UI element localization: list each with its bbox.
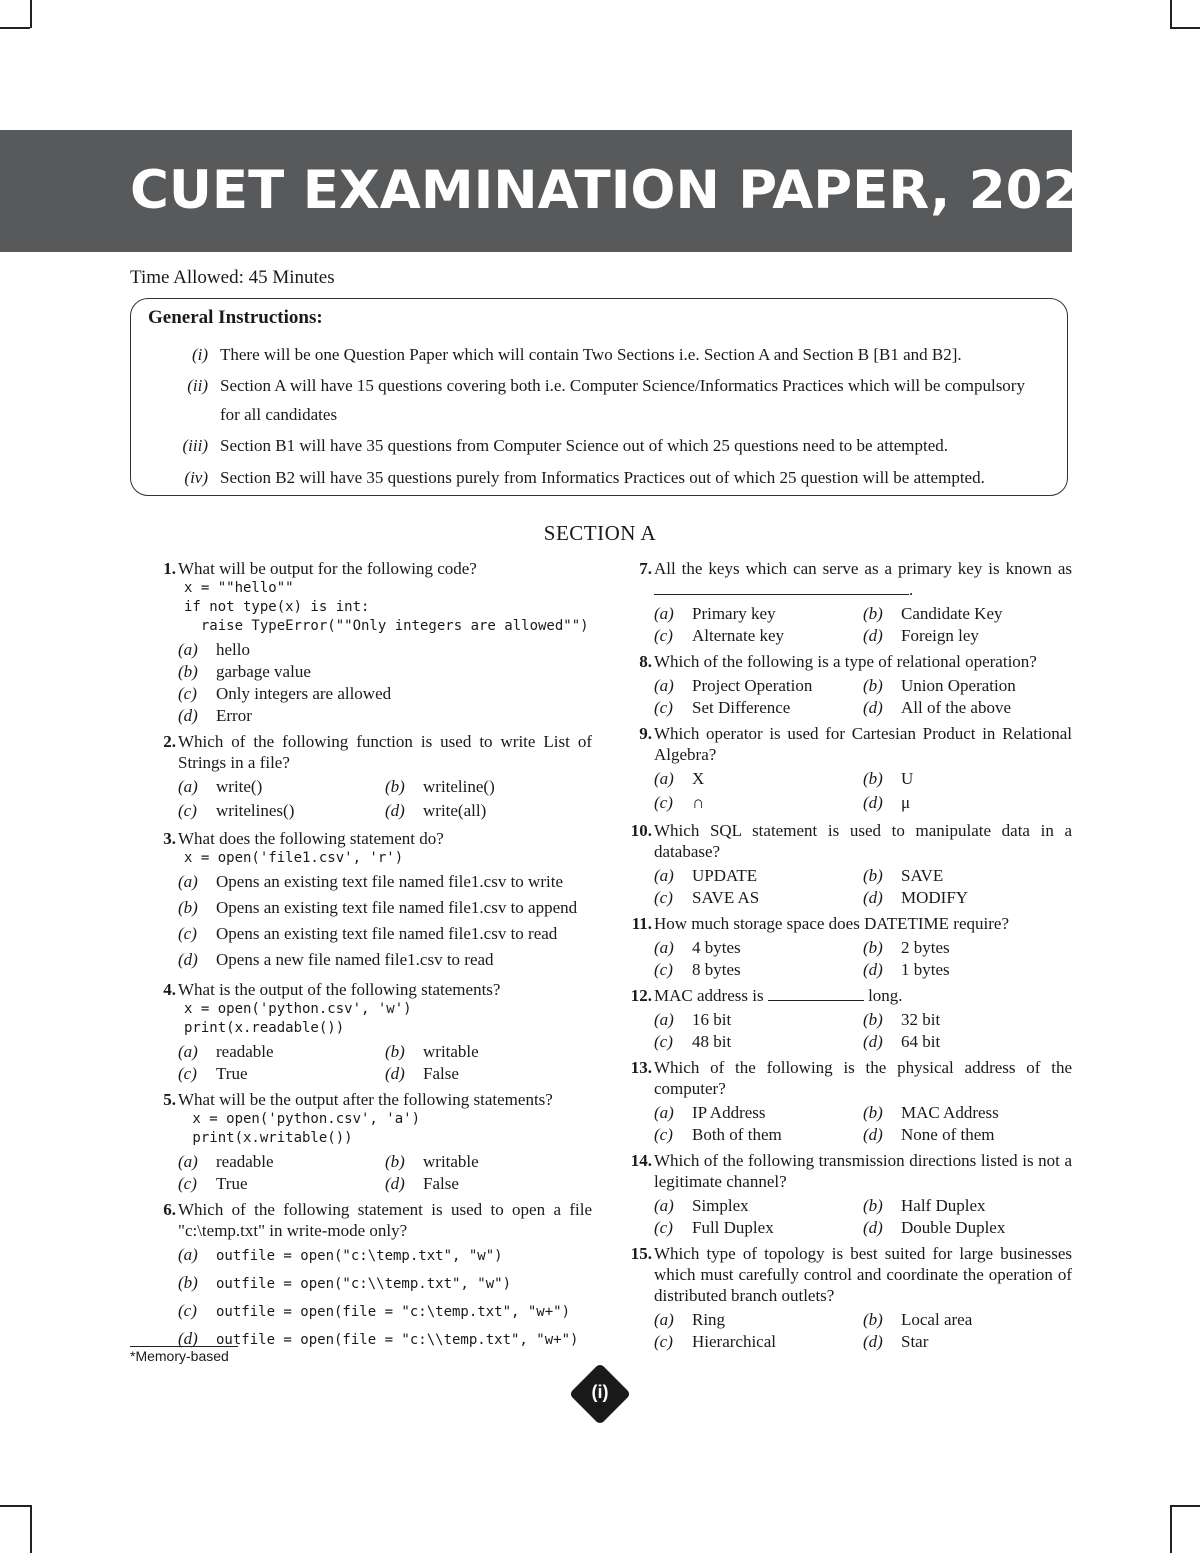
option-d (178, 949, 592, 970)
option-letter: (c) (654, 698, 673, 717)
instructions-title: General Instructions: (148, 307, 323, 328)
code-snippet: x = open('python.csv', 'w') print(x.readable()) (184, 1001, 412, 1036)
option-text: SAVE AS (692, 888, 760, 907)
option-b (863, 603, 1072, 624)
crop-mark-bottom-left-v (30, 1505, 32, 1553)
option-c (654, 697, 863, 718)
code-snippet: x = open('file1.csv', 'r') (184, 850, 404, 866)
answer-options (654, 1195, 1072, 1239)
option-letter: (c) (178, 1174, 197, 1193)
answer-options (654, 1102, 1072, 1146)
question-number: 8. (639, 652, 652, 671)
question-9 (626, 723, 1072, 816)
option-text: Half Duplex (901, 1196, 986, 1215)
question-6 (150, 1199, 592, 1356)
option-text: 4 bytes (692, 938, 741, 957)
option-text: outfile = open("c:\\temp.txt", "w") (216, 1276, 512, 1292)
option-letter: (a) (178, 1152, 198, 1171)
question-10 (626, 820, 1072, 909)
option-letter: (b) (863, 1010, 883, 1029)
option-text: Alternate key (692, 626, 785, 645)
question-text-before: All the keys which can serve as a primary key is known as (654, 559, 1072, 578)
option-letter: (d) (178, 1329, 198, 1348)
option-letter: (d) (863, 698, 883, 717)
code-snippet: x = open('python.csv', 'a') print(x.writable()) (192, 1111, 421, 1146)
question-number: 3. (163, 829, 176, 848)
option-a (178, 871, 592, 892)
page-title: CUET EXAMINATION PAPER, 2022* (130, 160, 1144, 221)
question-1 (150, 558, 592, 727)
question-number: 6. (163, 1200, 176, 1219)
option-b (863, 937, 1072, 958)
option-a (178, 1151, 385, 1172)
option-letter: (d) (863, 888, 883, 907)
question-text-after: long. (868, 986, 903, 1005)
option-text: Hierarchical (692, 1332, 776, 1351)
option-c (654, 1124, 863, 1145)
question-text: Which of the following function is used to write List of Strings in a file? (178, 732, 592, 772)
answer-options (654, 1309, 1072, 1353)
question-13 (626, 1057, 1072, 1146)
option-letter: (d) (178, 706, 198, 725)
option-text: 1 bytes (901, 960, 950, 979)
option-a (654, 1309, 863, 1330)
option-letter: (d) (385, 1064, 405, 1083)
option-letter: (d) (863, 960, 883, 979)
option-letter: (a) (654, 676, 674, 695)
option-text: μ (901, 793, 911, 812)
crop-mark-bottom-right-v (1170, 1505, 1172, 1553)
option-letter: (b) (863, 1103, 883, 1122)
question-text: Which type of topology is best suited for large businesses which must carefully control and coordinate the operation of distributed branch outlets? (654, 1244, 1072, 1305)
question-number: 1. (163, 559, 176, 578)
option-text: Double Duplex (901, 1218, 1006, 1237)
option-b (178, 1272, 592, 1295)
question-text (654, 985, 1072, 1006)
option-text: 48 bit (692, 1032, 732, 1051)
option-b (863, 1309, 1072, 1330)
option-d (178, 705, 592, 726)
option-text: X (692, 769, 705, 788)
question-number: 12. (630, 986, 652, 1005)
option-letter: (d) (385, 801, 405, 820)
option-letter: (d) (863, 626, 883, 645)
answer-blank (768, 986, 864, 1001)
option-c (178, 1173, 385, 1194)
crop-mark-top-left-v (30, 0, 32, 28)
option-c (178, 800, 385, 821)
option-c (654, 887, 863, 908)
option-c (178, 923, 592, 944)
question-number: 14. (630, 1151, 652, 1170)
option-text: write(all) (423, 801, 487, 820)
answer-options (654, 937, 1072, 981)
option-text: True (216, 1174, 248, 1193)
answer-options (654, 603, 1072, 647)
question-text: What will be the output after the following statements? (178, 1090, 553, 1109)
instruction-text: Section B1 will have 35 questions from Computer Science out of which 25 questions need to be attempted. (220, 436, 949, 455)
option-letter: (c) (654, 1332, 673, 1351)
option-text: Full Duplex (692, 1218, 774, 1237)
option-a (178, 776, 385, 797)
option-d (385, 1063, 592, 1084)
answer-options (178, 1041, 592, 1085)
option-c (654, 959, 863, 980)
option-text: writeline() (423, 777, 495, 796)
instruction-number: (iii) (182, 436, 208, 455)
option-text: UPDATE (692, 866, 758, 885)
time-allowed: Time Allowed: 45 Minutes (130, 267, 335, 288)
option-a (654, 1009, 863, 1030)
option-b (863, 1009, 1072, 1030)
option-d (385, 1173, 592, 1194)
option-d (863, 1331, 1072, 1352)
option-text: readable (216, 1152, 274, 1171)
option-text: Opens a new file named file1.csv to read (216, 950, 494, 969)
questions-left-column (150, 558, 592, 1360)
option-letter: (a) (654, 1010, 674, 1029)
option-text: Project Operation (692, 676, 813, 695)
option-a (654, 937, 863, 958)
page-number: (i) (591, 1382, 609, 1402)
section-title: SECTION A (543, 521, 657, 545)
answer-options (654, 768, 1072, 816)
question-number: 13. (630, 1058, 652, 1077)
question-number: 11. (631, 914, 652, 933)
instruction-text: Section A will have 15 questions covering both i.e. Computer Science/Informatics Practices which will be compulsory for all candidates (220, 376, 1025, 424)
footnote: *Memory-based (130, 1348, 229, 1364)
option-text: hello (216, 640, 250, 659)
option-letter: (d) (385, 1174, 405, 1193)
option-letter: (d) (863, 1032, 883, 1051)
option-text: writelines() (216, 801, 295, 820)
crop-mark-top-right-v (1170, 0, 1172, 28)
option-text: IP Address (692, 1103, 766, 1122)
code-snippet: x = ""hello"" if not type(x) is int: raise TypeError(""Only integers are allowed"") (184, 580, 589, 634)
option-d (863, 959, 1072, 980)
option-text: Primary key (692, 604, 776, 623)
option-a (654, 1195, 863, 1216)
option-letter: (c) (178, 1064, 197, 1083)
answer-options (654, 865, 1072, 909)
option-text: 2 bytes (901, 938, 950, 957)
option-letter: (a) (178, 1245, 198, 1264)
option-letter: (b) (385, 777, 405, 796)
question-number: 5. (163, 1090, 176, 1109)
option-letter: (c) (178, 801, 197, 820)
option-d (863, 697, 1072, 718)
option-d (863, 1124, 1072, 1145)
option-text: False (423, 1174, 459, 1193)
option-letter: (c) (654, 1032, 673, 1051)
option-a (654, 1102, 863, 1123)
option-letter: (c) (654, 1218, 673, 1237)
option-letter: (b) (385, 1152, 405, 1171)
option-text: 64 bit (901, 1032, 941, 1051)
question-12 (626, 985, 1072, 1053)
question-text (654, 558, 1072, 600)
option-text: All of the above (901, 698, 1011, 717)
option-letter: (b) (863, 769, 883, 788)
option-letter: (b) (863, 676, 883, 695)
option-letter: (c) (178, 924, 197, 943)
question-text: What will be output for the following code? (178, 559, 477, 578)
option-letter: (a) (654, 604, 674, 623)
option-b (385, 1041, 592, 1062)
option-letter: (a) (178, 872, 198, 891)
option-letter: (c) (654, 793, 673, 812)
option-letter: (d) (863, 793, 883, 812)
option-c (654, 1031, 863, 1052)
option-text: MODIFY (901, 888, 969, 907)
option-text: Candidate Key (901, 604, 1003, 623)
option-letter: (c) (654, 1125, 673, 1144)
option-text: Ring (692, 1310, 726, 1329)
option-c (178, 683, 592, 704)
question-text-before: MAC address is (654, 986, 764, 1005)
option-letter: (c) (178, 1301, 197, 1320)
option-letter: (b) (863, 866, 883, 885)
question-5 (150, 1089, 592, 1195)
question-2 (150, 731, 592, 824)
option-b (178, 897, 592, 918)
instruction-number: (i) (191, 345, 208, 364)
answer-options (178, 1151, 592, 1195)
option-text: Foreign ley (901, 626, 979, 645)
option-text: Both of them (692, 1125, 782, 1144)
option-b (863, 865, 1072, 886)
option-text: SAVE (901, 866, 944, 885)
question-number: 7. (639, 559, 652, 578)
option-letter: (b) (178, 1273, 198, 1292)
option-letter: (d) (863, 1125, 883, 1144)
option-d (863, 625, 1072, 646)
option-letter: (b) (863, 604, 883, 623)
option-letter: (c) (654, 960, 673, 979)
crop-mark-top-left (0, 27, 30, 29)
option-text: Local area (901, 1310, 973, 1329)
option-text: False (423, 1064, 459, 1083)
option-letter: (a) (654, 1103, 674, 1122)
option-letter: (b) (178, 898, 198, 917)
option-text: garbage value (216, 662, 311, 681)
crop-mark-bottom-left (0, 1505, 30, 1507)
option-text: None of them (901, 1125, 995, 1144)
option-text: 16 bit (692, 1010, 732, 1029)
option-b (863, 768, 1072, 789)
option-a (654, 603, 863, 624)
option-text: outfile = open(file = "c:\\temp.txt", "w+") (216, 1332, 579, 1348)
option-a (178, 639, 592, 660)
option-a (178, 1041, 385, 1062)
option-c (654, 1331, 863, 1352)
option-letter: (c) (178, 684, 197, 703)
option-c (178, 1063, 385, 1084)
option-b (863, 1102, 1072, 1123)
option-text: write() (216, 777, 263, 796)
option-letter: (d) (863, 1218, 883, 1237)
option-b (178, 661, 592, 682)
option-text: Simplex (692, 1196, 749, 1215)
option-text: Only integers are allowed (216, 684, 392, 703)
option-text: MAC Address (901, 1103, 999, 1122)
option-letter: (a) (178, 777, 198, 796)
option-text: outfile = open(file = "c:\temp.txt", "w+") (216, 1304, 571, 1320)
option-letter: (b) (863, 938, 883, 957)
option-text: Opens an existing text file named file1.csv to append (216, 898, 578, 917)
question-3 (150, 828, 592, 975)
question-number: 9. (639, 724, 652, 743)
option-d (863, 887, 1072, 908)
option-letter: (a) (654, 938, 674, 957)
option-letter: (c) (654, 626, 673, 645)
option-letter: (a) (178, 640, 198, 659)
question-15 (626, 1243, 1072, 1353)
option-a (178, 1244, 592, 1267)
answer-options (178, 776, 592, 824)
question-text: Which operator is used for Cartesian Product in Relational Algebra? (654, 724, 1072, 764)
question-text: Which SQL statement is used to manipulate data in a database? (654, 821, 1072, 861)
question-14 (626, 1150, 1072, 1239)
option-b (863, 675, 1072, 696)
option-d (385, 800, 592, 821)
option-text: Star (901, 1332, 929, 1351)
answer-options (178, 639, 592, 727)
option-text: U (901, 769, 914, 788)
option-letter: (b) (178, 662, 198, 681)
option-letter: (b) (863, 1310, 883, 1329)
option-text: 8 bytes (692, 960, 741, 979)
option-a (654, 768, 863, 789)
option-text: Opens an existing text file named file1.csv to read (216, 924, 558, 943)
option-text: 32 bit (901, 1010, 941, 1029)
option-text: readable (216, 1042, 274, 1061)
option-letter: (a) (654, 1310, 674, 1329)
instruction-text: There will be one Question Paper which will contain Two Sections i.e. Section A and Section B [B1 and B2]. (220, 345, 962, 364)
option-a (654, 675, 863, 696)
option-letter: (d) (863, 1332, 883, 1351)
question-7 (626, 558, 1072, 647)
question-8 (626, 651, 1072, 719)
instruction-number: (iv) (184, 468, 208, 487)
instruction-number: (ii) (187, 376, 208, 395)
question-11 (626, 913, 1072, 981)
instruction-text: Section B2 will have 35 questions purely from Informatics Practices out of which 25 question will be attempted. (220, 468, 985, 487)
question-text: What is the output of the following statements? (178, 980, 501, 999)
option-b (863, 1195, 1072, 1216)
option-letter: (a) (654, 769, 674, 788)
option-text: Error (216, 706, 252, 725)
option-text: Opens an existing text file named file1.csv to write (216, 872, 563, 891)
question-number: 15. (630, 1244, 652, 1263)
option-letter: (a) (178, 1042, 198, 1061)
option-d (863, 1031, 1072, 1052)
option-b (385, 1151, 592, 1172)
option-d (178, 1328, 592, 1351)
option-d (863, 1217, 1072, 1238)
option-letter: (c) (654, 888, 673, 907)
questions-right-column (626, 558, 1072, 1357)
question-text: Which of the following transmission directions listed is not a legitimate channel? (654, 1151, 1072, 1191)
option-c (654, 792, 863, 813)
option-text: outfile = open("c:\temp.txt", "w") (216, 1248, 503, 1264)
option-c (654, 625, 863, 646)
question-4 (150, 979, 592, 1085)
option-letter: (a) (654, 866, 674, 885)
question-text: Which of the following is a type of relational operation? (654, 652, 1037, 671)
option-letter: (b) (863, 1196, 883, 1215)
question-text: How much storage space does DATETIME require? (654, 914, 1009, 933)
option-d (863, 792, 1072, 813)
answer-options (178, 871, 592, 975)
question-number: 4. (163, 980, 176, 999)
option-c (178, 1300, 592, 1323)
option-text: writable (423, 1152, 479, 1171)
option-text: ∩ (692, 793, 705, 812)
question-text-after: . (909, 580, 914, 599)
question-text: Which of the following is the physical address of the computer? (654, 1058, 1072, 1098)
option-b (385, 776, 592, 797)
option-text: True (216, 1064, 248, 1083)
crop-mark-top-right (1170, 27, 1200, 29)
crop-mark-bottom-right (1170, 1505, 1200, 1507)
question-number: 2. (163, 732, 176, 751)
answer-options (654, 675, 1072, 719)
option-letter: (d) (178, 950, 198, 969)
answer-blank (654, 580, 909, 595)
answer-options (654, 1009, 1072, 1053)
option-a (654, 865, 863, 886)
question-text: What does the following statement do? (178, 829, 444, 848)
option-text: Union Operation (901, 676, 1016, 695)
option-text: Set Difference (692, 698, 791, 717)
option-c (654, 1217, 863, 1238)
footnote-rule (130, 1346, 238, 1347)
option-letter: (b) (385, 1042, 405, 1061)
option-letter: (a) (654, 1196, 674, 1215)
option-text: writable (423, 1042, 479, 1061)
question-number: 10. (630, 821, 652, 840)
question-text: Which of the following statement is used to open a file "c:\temp.txt" in write-mode only? (178, 1200, 592, 1240)
answer-options (178, 1244, 592, 1356)
